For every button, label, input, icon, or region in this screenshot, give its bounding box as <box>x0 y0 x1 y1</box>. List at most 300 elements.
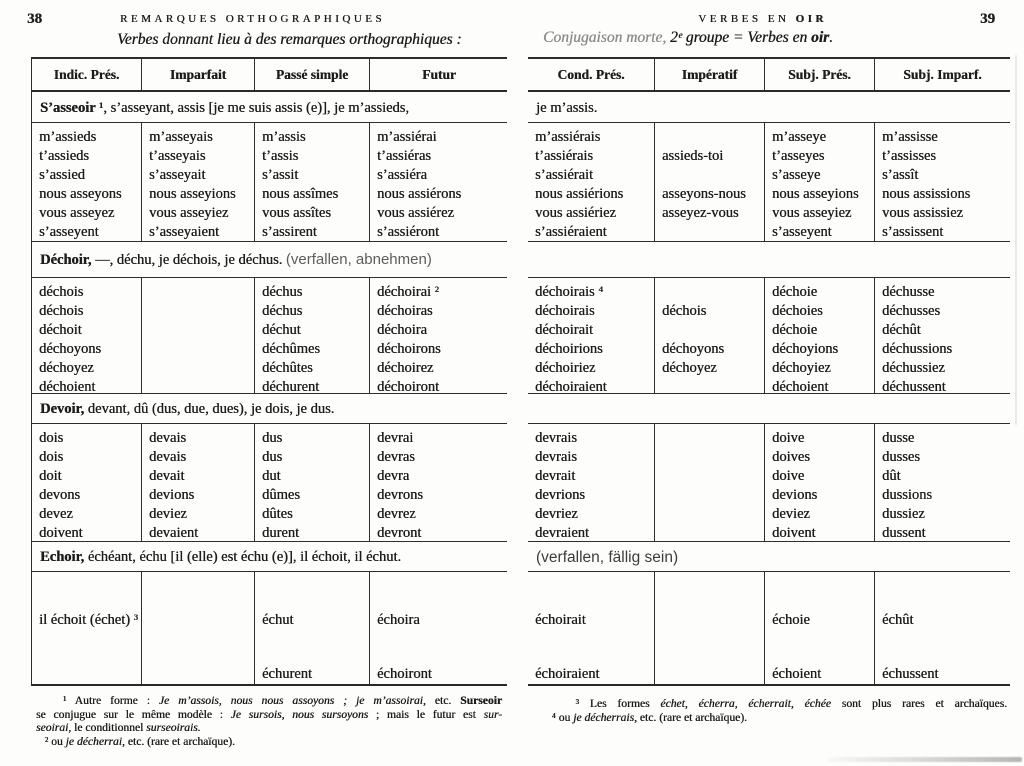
conjugation-cell <box>370 278 507 393</box>
running-head-right <box>535 13 990 25</box>
conjugation-form: déchût <box>882 322 921 338</box>
conjugation-form <box>149 629 251 647</box>
conjugation-form: vous assiérez <box>377 205 454 221</box>
conjugation-form: s’asseyaient <box>149 224 220 240</box>
conjugation-form: dussiez <box>882 506 925 522</box>
conjugation-form: s’assissent <box>882 224 944 240</box>
conjugation-form: devions <box>772 487 818 503</box>
conjugation-form: s’assiéront <box>377 224 440 240</box>
conjugation-form: déchussent <box>882 379 946 393</box>
conjugation-form: déchoient <box>772 379 829 393</box>
conjugation-form: déchûmes <box>262 341 320 357</box>
conjugation-form <box>662 647 761 665</box>
footnote-line <box>36 721 502 735</box>
conjugation-form: déchoies <box>772 303 823 319</box>
conjugation-form: s’asseyent <box>772 224 832 240</box>
conjugation-form: devrai <box>377 430 414 446</box>
column-header-passe-simple: Passé simple <box>255 59 370 90</box>
conjugation-form: vous assissiez <box>882 205 963 221</box>
text-segment: ¹ Autre forme : <box>36 694 159 707</box>
conjugation-form <box>377 575 505 593</box>
headline-continuation-sasseoir <box>528 92 1010 123</box>
conjugation-form: dussent <box>882 525 926 541</box>
conjugation-form: deviez <box>772 506 810 522</box>
conjugation-form <box>882 575 1007 593</box>
conjugation-form: déchoient <box>39 379 96 393</box>
conjugation-form: déchoiras <box>377 303 433 319</box>
conjugation-form <box>662 505 761 524</box>
conjugation-form: devions <box>149 487 195 503</box>
conjugation-form: t’assisses <box>882 148 936 164</box>
conjugation-form: nous asseyions <box>772 186 859 202</box>
conjugation-cell <box>655 123 765 241</box>
conjugation-form: déchussions <box>882 341 953 357</box>
conjugation-cell <box>32 572 142 684</box>
conjugation-form: s’assied <box>39 167 85 183</box>
conjugation-form: échussent <box>882 666 939 682</box>
text-segment: ⁴ ou <box>543 710 574 724</box>
text-segment: je m’assis. <box>536 100 598 116</box>
conjugation-form: t’asseyes <box>772 148 825 164</box>
conjugation-form <box>662 223 761 241</box>
conjugation-form: déchoirons <box>377 341 441 357</box>
conjugation-form: durent <box>262 525 300 541</box>
conjugation-form: échoirait <box>535 612 586 628</box>
column-header-cond-pres: Cond. Prés. <box>528 59 655 90</box>
conjugation-form: devrais <box>535 449 577 465</box>
conjugation-form: vous asseyez <box>39 205 115 221</box>
conjugation-form <box>149 647 251 665</box>
text-segment: surseoirais. <box>146 721 201 735</box>
conjugation-form <box>535 575 651 593</box>
conjugation-form <box>149 575 251 593</box>
text-segment: VERBES EN <box>698 13 796 25</box>
conjugation-form <box>39 575 138 593</box>
conjugation-form: dût <box>882 468 901 484</box>
conjugation-form: déchoirez <box>377 360 434 376</box>
conjugation-form: devrais <box>535 430 577 446</box>
conjugation-form <box>149 611 251 629</box>
conjugation-form: déchus <box>262 303 303 319</box>
footnote-line <box>543 697 1007 711</box>
conjugation-form <box>39 665 138 683</box>
text-segment: S’asseoir ¹ <box>40 100 104 116</box>
conjugation-cell <box>765 424 875 541</box>
verb-headline-dechoir <box>32 242 507 278</box>
conjugation-form: doive <box>772 468 805 484</box>
text-segment: (verfallen, fällig sein) <box>536 549 679 566</box>
conjugation-cell <box>255 572 370 684</box>
subtitle-left <box>117 31 462 49</box>
conjugation-form: devez <box>39 506 73 522</box>
conjugation-block-devoir <box>528 424 1010 542</box>
conjugation-form: déchoira <box>377 322 427 338</box>
conjugation-form: devrez <box>377 506 416 522</box>
conjugation-form <box>377 647 505 665</box>
conjugation-form: devait <box>149 468 185 484</box>
german-annotation-row <box>528 542 1010 572</box>
conjugation-form: déchus <box>262 284 303 300</box>
text-segment: ³ Les formes <box>543 697 661 710</box>
conjugation-form: vous asseyiez <box>149 205 229 221</box>
conjugation-cell <box>142 278 255 393</box>
conjugation-form: doives <box>772 449 810 465</box>
conjugation-form: vous assîtes <box>262 205 331 221</box>
conjugation-form: dois <box>39 449 64 465</box>
verb-headline-sasseoir <box>32 92 507 123</box>
conjugation-form <box>149 283 251 302</box>
conjugation-form: devraient <box>535 525 589 541</box>
footnote-line <box>36 694 502 708</box>
footnote-line <box>36 735 502 749</box>
conjugation-form: asseyez-vous <box>662 205 739 221</box>
conjugation-cell <box>370 572 507 684</box>
conjugation-form: déchoiriez <box>535 360 596 376</box>
conjugation-form: t’assiérais <box>535 148 593 164</box>
conjugation-form: m’assieds <box>39 129 97 145</box>
text-segment: je décherrai, <box>65 734 125 748</box>
conjugation-form <box>149 378 251 393</box>
conjugation-cell <box>32 123 142 241</box>
conjugation-form <box>377 593 505 611</box>
conjugation-form: s’assiérait <box>535 167 593 183</box>
conjugation-form <box>662 467 761 486</box>
conjugation-form: déchoyiez <box>772 360 831 376</box>
conjugation-form: asseyons-nous <box>662 186 746 202</box>
conjugation-form <box>535 593 651 611</box>
conjugation-cell <box>875 572 1010 684</box>
conjugation-form: dûmes <box>262 487 300 503</box>
conjugation-form <box>39 593 138 611</box>
conjugation-form: déchusse <box>882 284 935 300</box>
conjugation-cell <box>370 123 507 241</box>
scan-artifact-streak <box>828 757 1022 762</box>
footnotes-right <box>543 697 1007 724</box>
conjugation-form <box>662 321 761 340</box>
conjugation-form: déchoyions <box>772 341 839 357</box>
conjugation-cell <box>765 572 875 684</box>
conjugation-form: déchois <box>662 303 707 319</box>
conjugation-form <box>772 593 871 611</box>
conjugation-form: déchut <box>262 322 301 338</box>
page-number-right: 39 <box>980 11 995 27</box>
conjugation-form: doive <box>772 430 805 446</box>
conjugation-form: déchoyez <box>662 360 717 376</box>
conjugation-form: devriez <box>535 506 578 522</box>
conjugation-form: échut <box>262 612 294 628</box>
text-segment: Déchoir, <box>40 252 92 268</box>
empty-headline-row <box>528 394 1010 424</box>
conjugation-form: déchoyons <box>662 341 725 357</box>
conjugation-form: déchoirais <box>535 303 595 319</box>
conjugation-form: échût <box>882 612 914 628</box>
conjugation-form: devrons <box>377 487 423 503</box>
conjugation-form: nous assiérions <box>535 186 624 202</box>
conjugation-form: il échoit (échet) ³ <box>39 612 138 628</box>
conjugation-form: déchois <box>39 284 84 300</box>
page-number-left: 38 <box>27 11 42 27</box>
column-header-indic-pres: Indic. Prés. <box>32 59 142 90</box>
column-header-futur: Futur <box>422 66 456 82</box>
conjugation-form: devrions <box>535 487 585 503</box>
conjugation-form: déchoirait <box>535 322 593 338</box>
conjugation-block-echoir <box>528 572 1010 686</box>
text-segment: Conjugaison morte, <box>543 29 667 46</box>
conjugation-block-sasseoir <box>32 123 507 242</box>
conjugation-form: assieds-toi <box>662 148 724 164</box>
conjugation-form: devront <box>377 525 422 541</box>
conjugation-cell <box>142 572 255 684</box>
conjugation-form: déchusses <box>882 303 940 319</box>
text-segment: sur- <box>483 707 503 721</box>
conjugation-cell <box>528 424 655 541</box>
conjugation-form <box>262 647 366 665</box>
conjugation-form: dussions <box>882 487 932 503</box>
subtitle-right <box>543 29 833 47</box>
conjugation-cell <box>32 278 142 393</box>
conjugation-form: échoie <box>772 612 810 628</box>
conjugation-form: s’assiéraient <box>535 224 607 240</box>
conjugation-block-sasseoir <box>528 123 1010 242</box>
conjugation-form: doivent <box>772 525 816 541</box>
conjugation-form <box>662 283 761 302</box>
conjugation-cell <box>875 424 1010 541</box>
conjugation-form <box>149 321 251 340</box>
text-segment: ² ou <box>36 734 66 748</box>
table-header-row <box>32 59 507 92</box>
conjugation-form: devras <box>377 449 415 465</box>
conjugation-form: devaient <box>149 525 199 541</box>
conjugation-form <box>882 593 1007 611</box>
conjugation-form <box>535 629 651 647</box>
conjugation-form <box>662 128 761 147</box>
conjugation-form <box>662 429 761 448</box>
conjugation-form: t’asseyais <box>149 148 206 164</box>
conjugation-form: m’assiérais <box>535 129 601 145</box>
conjugation-form <box>535 647 651 665</box>
conjugation-form: échoient <box>772 666 822 682</box>
conjugation-form: s’asseyait <box>149 167 206 183</box>
conjugation-form <box>149 340 251 359</box>
text-segment: (verfallen, abnehmen) <box>285 251 432 268</box>
conjugation-form: s’assît <box>882 167 919 183</box>
conjugation-form <box>772 647 871 665</box>
conjugation-form: vous asseyiez <box>772 205 852 221</box>
conjugation-form: deviez <box>149 506 187 522</box>
conjugation-block-echoir <box>32 572 507 686</box>
conjugation-form <box>39 629 138 647</box>
conjugation-form: dus <box>262 449 283 465</box>
conjugation-block-devoir <box>32 424 507 542</box>
conjugation-form: échoira <box>377 612 420 628</box>
conjugation-block-dechoir <box>32 278 507 394</box>
conjugation-form <box>149 593 251 611</box>
conjugation-form: t’assiéras <box>377 148 431 164</box>
verb-headline-devoir <box>32 394 507 424</box>
conjugation-cell <box>255 424 370 541</box>
conjugation-form: échoiront <box>377 666 432 682</box>
conjugation-form: s’asseye <box>772 167 821 183</box>
conjugation-form: déchûtes <box>262 360 313 376</box>
conjugation-form: m’assiérai <box>377 129 437 145</box>
text-segment: OIR <box>795 13 827 25</box>
conjugation-form <box>662 629 761 647</box>
conjugation-cell <box>255 278 370 393</box>
conjugation-form <box>262 575 366 593</box>
conjugation-form: m’assisse <box>882 129 938 145</box>
text-segment: Echoir, <box>40 549 85 565</box>
conjugation-form: déchoirais ⁴ <box>535 284 604 300</box>
verb-headline-echoir <box>32 542 507 572</box>
conjugation-form: t’assis <box>262 148 299 164</box>
conjugation-table-left <box>31 57 507 686</box>
conjugation-block-dechoir <box>528 278 1010 394</box>
conjugation-form: dûtes <box>262 506 293 522</box>
conjugation-cell <box>528 278 655 393</box>
text-segment: se conjugue sur le même modèle : <box>36 707 231 721</box>
text-segment: . <box>829 29 833 46</box>
conjugation-form: doit <box>39 468 62 484</box>
conjugation-form: dusses <box>882 449 920 465</box>
text-segment: Surseoir <box>460 694 502 707</box>
conjugation-form: s’assirent <box>262 224 317 240</box>
conjugation-form: devra <box>377 468 410 484</box>
conjugation-form <box>662 486 761 505</box>
conjugation-form: doivent <box>39 525 83 541</box>
scan-page-edge-artifact <box>1015 55 1017 425</box>
conjugation-form: s’assit <box>262 167 299 183</box>
conjugation-form: nous assissions <box>882 186 971 202</box>
conjugation-cell <box>255 123 370 241</box>
table-header-row <box>528 59 1010 92</box>
conjugation-form: m’asseyais <box>149 129 213 145</box>
conjugation-form: déchoiraient <box>535 379 607 393</box>
conjugation-form <box>149 359 251 378</box>
text-segment: Je sursois, nous sursoyons <box>230 707 369 721</box>
conjugation-form <box>149 665 251 683</box>
conjugation-form: déchois <box>39 303 84 319</box>
conjugation-form: s’asseyent <box>39 224 99 240</box>
empty-headline-row <box>528 242 1010 278</box>
conjugation-form: échoiraient <box>535 666 600 682</box>
conjugation-form <box>772 575 871 593</box>
conjugation-form <box>662 378 761 393</box>
conjugation-form <box>262 629 366 647</box>
conjugation-form: nous asseyions <box>149 186 236 202</box>
conjugation-form: déchoiront <box>377 379 440 393</box>
conjugation-cell <box>370 424 507 541</box>
conjugation-form: m’asseye <box>772 129 826 145</box>
conjugation-form: dois <box>39 430 64 446</box>
conjugation-cell <box>142 123 255 241</box>
conjugation-cell <box>655 424 765 541</box>
conjugation-form: dus <box>262 430 283 446</box>
column-header-imperatif: Impératif <box>655 59 765 90</box>
conjugation-form: vous assiériez <box>535 205 616 221</box>
conjugation-cell <box>875 123 1010 241</box>
conjugation-form <box>39 647 138 665</box>
conjugation-cell <box>765 278 875 393</box>
conjugation-form: t’assieds <box>39 148 89 164</box>
conjugation-cell <box>875 278 1010 393</box>
conjugation-form: nous assiérons <box>377 186 462 202</box>
conjugation-cell <box>655 278 765 393</box>
conjugation-form: nous assîmes <box>262 186 339 202</box>
text-segment: , s’asseyant, assis [je me suis assis (e)], je m’assieds, <box>103 100 409 116</box>
conjugation-form <box>772 629 871 647</box>
text-segment: Verbes donnant lieu à des remarques orthographiques : <box>117 31 462 48</box>
conjugation-table-right <box>528 57 1010 686</box>
text-segment: seoirai, <box>36 721 72 735</box>
text-segment: 2ᵉ groupe = Verbes en <box>666 29 811 46</box>
conjugation-form: déchoie <box>772 284 818 300</box>
conjugation-cell <box>655 572 765 684</box>
text-segment: —, déchu, je déchois, je déchus. <box>91 252 286 268</box>
footnotes-left <box>36 694 502 748</box>
conjugation-form: déchoie <box>772 322 818 338</box>
conjugation-form <box>662 611 761 629</box>
text-segment: REMARQUES ORTHOGRAPHIQUES <box>120 13 385 25</box>
conjugation-form <box>662 593 761 611</box>
conjugation-form: déchoit <box>39 322 82 338</box>
text-segment: oir <box>810 29 830 46</box>
conjugation-cell <box>528 572 655 684</box>
text-segment: etc. <box>425 694 461 707</box>
conjugation-form: déchoirions <box>535 341 603 357</box>
conjugation-form <box>662 448 761 467</box>
text-segment: échet, écherra, écherrait, échée <box>660 697 831 710</box>
text-segment: sont plus rares et archaïques. <box>830 697 1007 710</box>
conjugation-form: devais <box>149 430 187 446</box>
conjugation-form: nous asseyons <box>39 186 122 202</box>
conjugation-form: dut <box>262 468 281 484</box>
column-header-imparfait: Imparfait <box>142 59 255 90</box>
conjugation-form: devais <box>149 449 187 465</box>
conjugation-form: déchoyez <box>39 360 94 376</box>
running-head-left <box>30 13 475 25</box>
conjugation-form: déchussiez <box>882 360 945 376</box>
conjugation-form: m’assis <box>262 129 306 145</box>
text-segment: le conditionnel <box>71 721 147 735</box>
conjugation-form: devons <box>39 487 81 503</box>
conjugation-form: s’assiéra <box>377 167 427 183</box>
conjugation-cell <box>765 123 875 241</box>
conjugation-cell <box>142 424 255 541</box>
conjugation-form: déchoirai ² <box>377 284 439 300</box>
conjugation-form: échurent <box>262 666 312 682</box>
conjugation-form <box>662 524 761 541</box>
conjugation-cell <box>528 123 655 241</box>
conjugation-form <box>882 647 1007 665</box>
text-segment: Devoir, <box>40 401 85 417</box>
text-segment: ; mais le futur est <box>368 707 484 721</box>
conjugation-form <box>882 629 1007 647</box>
conjugation-form <box>662 665 761 683</box>
footnote-line <box>36 708 502 722</box>
conjugation-form: déchurent <box>262 379 320 393</box>
conjugation-cell <box>32 424 142 541</box>
conjugation-form: déchoyons <box>39 341 102 357</box>
text-segment: devant, dû (dus, due, dues), je dois, je dus. <box>84 401 335 417</box>
conjugation-form <box>262 593 366 611</box>
conjugation-form: dusse <box>882 430 915 446</box>
footnote-line <box>543 711 1007 725</box>
column-header-subj-imparf: Subj. Imparf. <box>903 66 982 82</box>
text-segment: je décherrais, <box>573 710 637 724</box>
conjugation-form <box>149 302 251 321</box>
text-segment: échéant, échu [il (elle) est échu (e)], il échoit, il échut. <box>84 549 402 565</box>
text-segment: etc. (rare et archaïque). <box>124 734 235 748</box>
